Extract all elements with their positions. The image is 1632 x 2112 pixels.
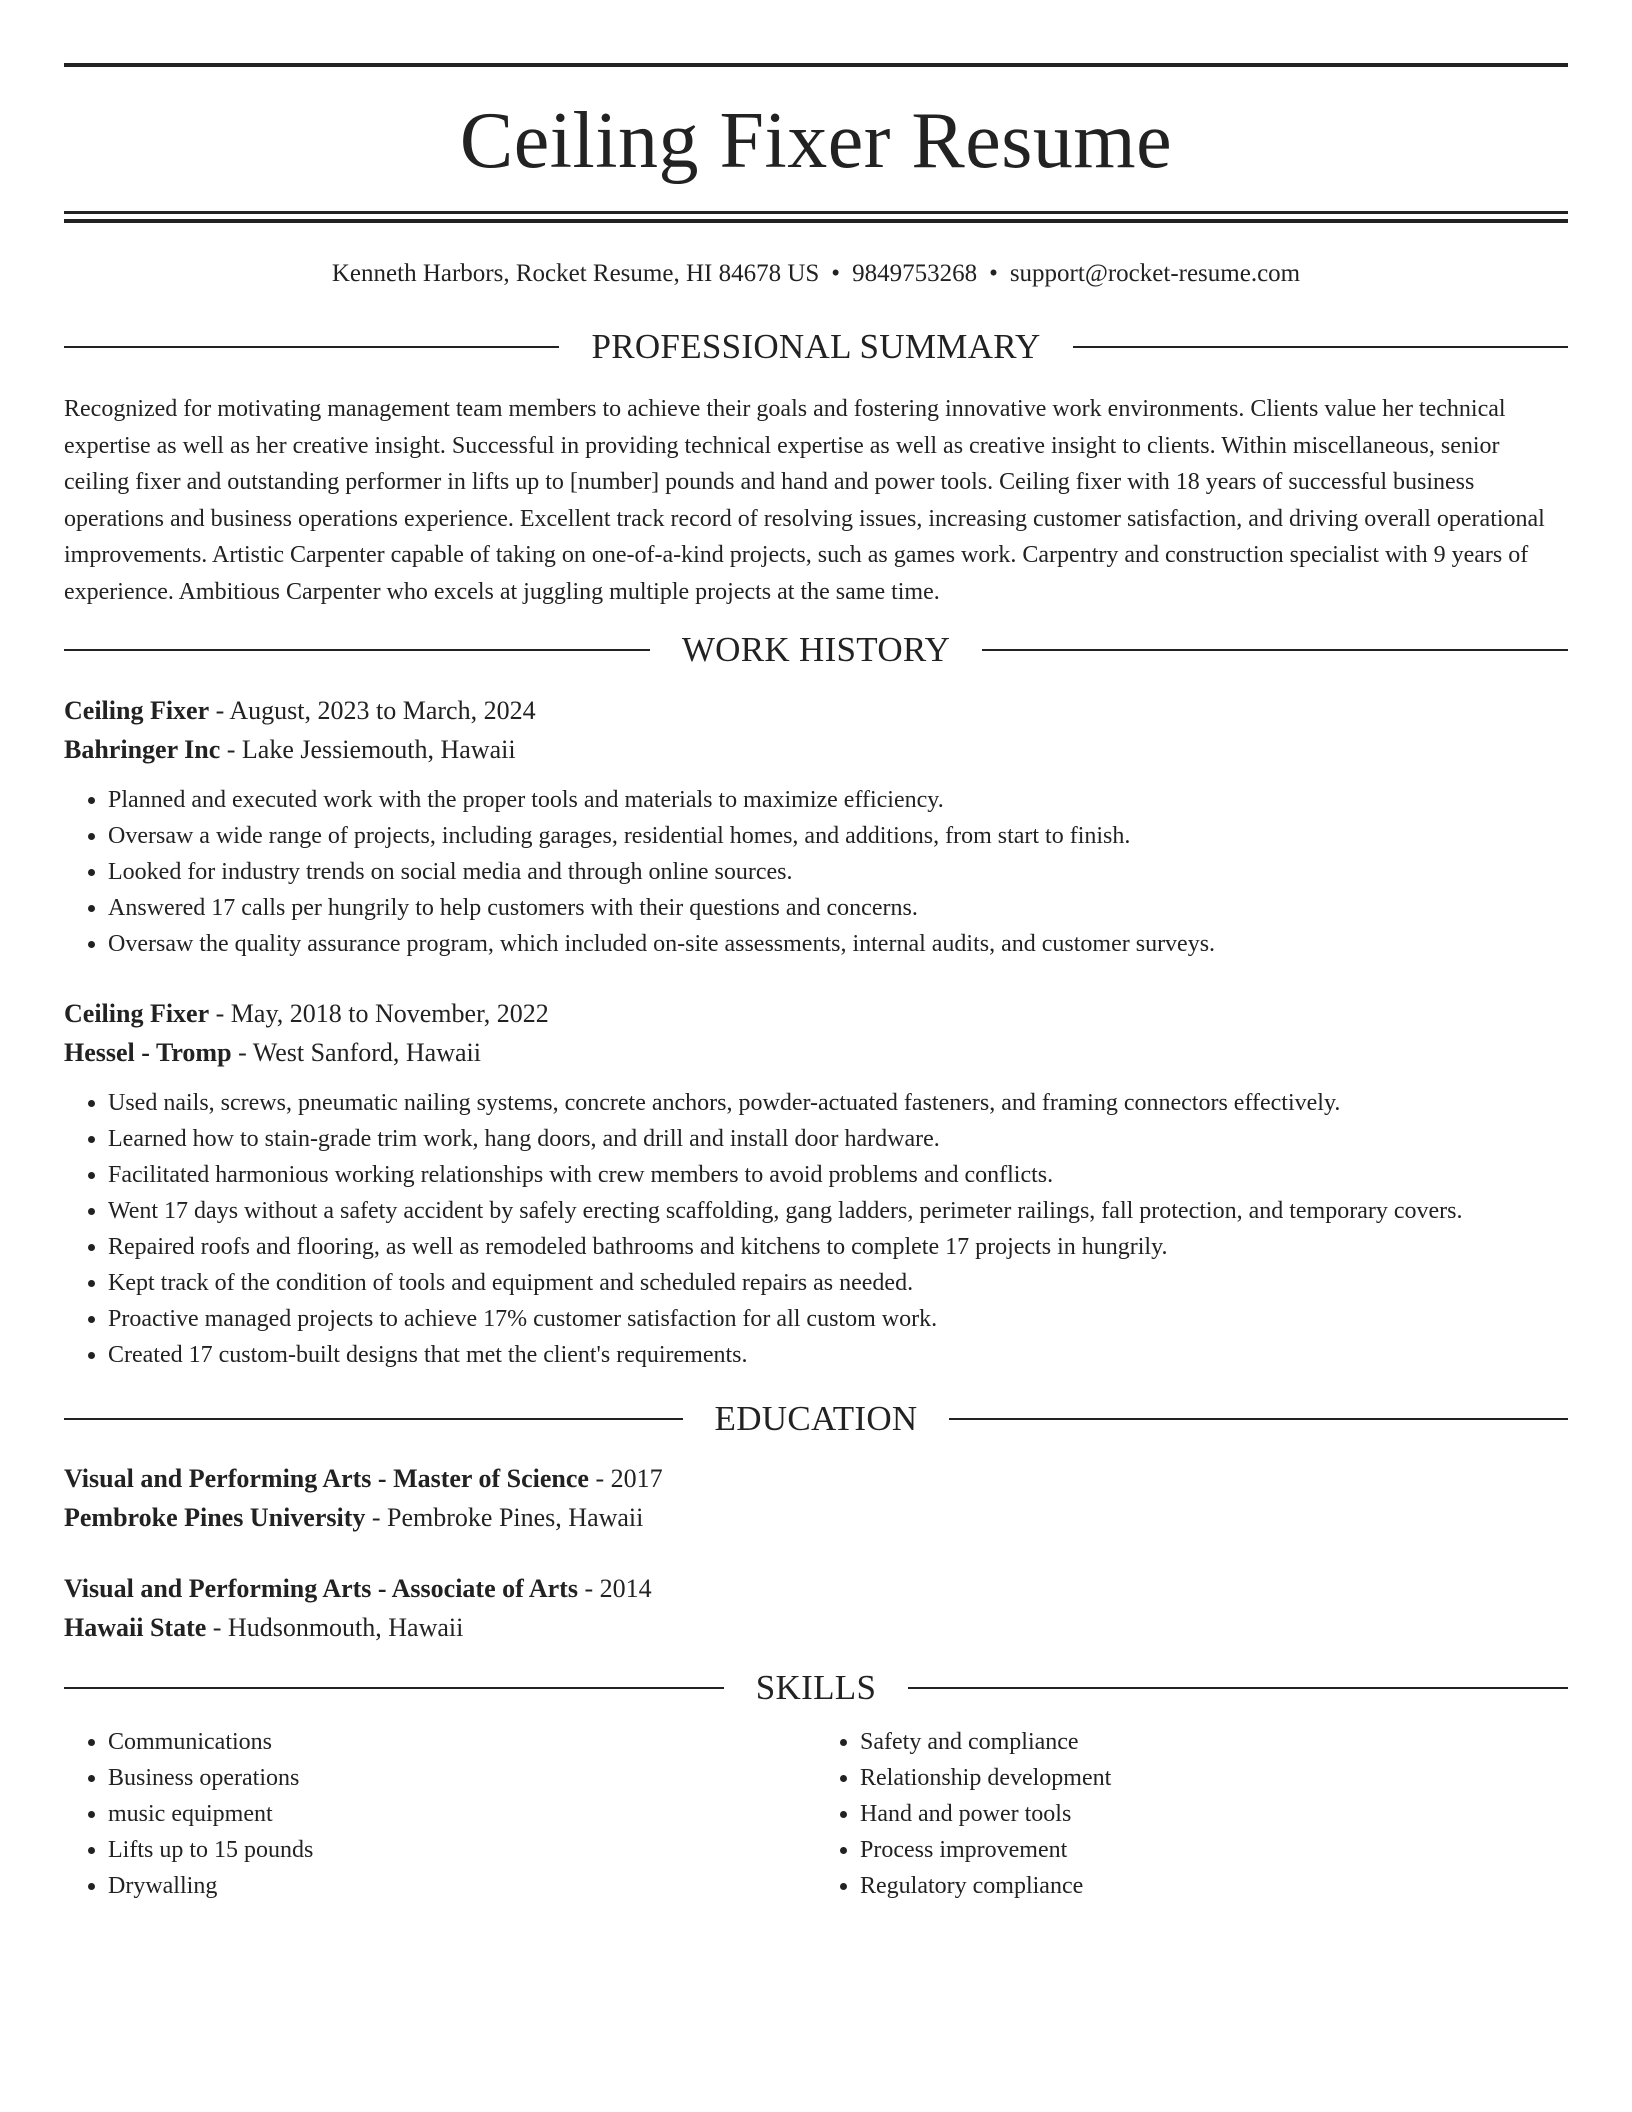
job-title-line: [64, 691, 1568, 730]
section-heading-label: EDUCATION: [714, 1399, 918, 1438]
list-item: • Went 17 days without a safety accident by safely erecting scaffolding, gang ladders, perimeter railings, fall protection, and temporary covers.: [108, 1193, 1568, 1229]
resume-title: Ceiling Fixer Resume: [459, 97, 1173, 185]
job-location: - West Sanford, Hawaii: [231, 1038, 481, 1067]
education-school-line: [64, 1608, 1568, 1647]
job-company: Bahringer Inc: [64, 735, 221, 764]
skill-item: • Communications: [108, 1724, 816, 1760]
list-item: • Planned and executed work with the proper tools and materials to maximize efficiency.: [108, 782, 1568, 818]
skill-item: • Safety and compliance: [860, 1724, 1568, 1760]
job-entry: [64, 691, 1568, 962]
education-year: - 2017: [588, 1464, 663, 1493]
education-entry: [64, 1569, 1568, 1647]
education-location: - Hudsonmouth, Hawaii: [206, 1613, 464, 1642]
education-degree-line: [64, 1459, 1568, 1498]
job-location: - Lake Jessiemouth, Hawaii: [220, 735, 516, 764]
education-degree: Visual and Performing Arts - Master of Science: [64, 1464, 589, 1493]
section-heading-work: [64, 630, 1568, 670]
job-title: Ceiling Fixer: [64, 999, 210, 1028]
contact-phone: 9849753268: [852, 260, 978, 287]
section-heading-summary: [64, 327, 1568, 367]
heading-rule: [64, 346, 559, 348]
section-heading-label: SKILLS: [755, 1668, 877, 1707]
job-dates: - May, 2018 to November, 2022: [209, 999, 549, 1028]
contact-address: Kenneth Harbors, Rocket Resume, HI 84678 US: [331, 260, 820, 287]
list-item: • Learned how to stain-grade trim work, hang doors, and drill and install door hardware.: [108, 1121, 1568, 1157]
job-dates: - August, 2023 to March, 2024: [209, 696, 536, 725]
education-school: Hawaii State: [64, 1613, 207, 1642]
list-item: • Looked for industry trends on social media and through online sources.: [108, 854, 1568, 890]
job-entry: [64, 994, 1568, 1373]
education-year: - 2014: [577, 1574, 652, 1603]
contact-line: [64, 259, 1568, 289]
education-degree-line: [64, 1569, 1568, 1608]
job-title: Ceiling Fixer: [64, 696, 210, 725]
list-item: • Oversaw the quality assurance program, which included on-site assessments, internal audits, and customer surveys.: [108, 926, 1568, 962]
list-item: • Created 17 custom-built designs that met the client's requirements.: [108, 1337, 1568, 1373]
contact-email: support@rocket-resume.com: [1009, 260, 1301, 287]
education-school: Pembroke Pines University: [64, 1503, 366, 1532]
list-item: • Kept track of the condition of tools and equipment and scheduled repairs as needed.: [108, 1265, 1568, 1301]
contact-separator: •: [831, 260, 841, 287]
heading-rule: [908, 1687, 1568, 1689]
contact-separator: •: [989, 260, 998, 287]
skill-item: • Regulatory compliance: [860, 1868, 1568, 1904]
education-school-line: [64, 1498, 1568, 1537]
education-degree: Visual and Performing Arts - Associate of Arts: [64, 1574, 578, 1603]
skill-item: • Drywalling: [108, 1868, 816, 1904]
skill-item: • Hand and power tools: [860, 1796, 1568, 1832]
heading-rule: [64, 1687, 724, 1689]
top-rule: [64, 63, 1568, 67]
job-company: Hessel - Tromp: [64, 1038, 232, 1067]
list-item: • Used nails, screws, pneumatic nailing systems, concrete anchors, powder-actuated fasteners, and framing connectors effectively.: [108, 1085, 1568, 1121]
education-entry: [64, 1459, 1568, 1537]
skill-item: • Process improvement: [860, 1832, 1568, 1868]
list-item: • Answered 17 calls per hungrily to help customers with their questions and concerns.: [108, 890, 1568, 926]
heading-rule: [1073, 346, 1568, 348]
skill-item: • Relationship development: [860, 1760, 1568, 1796]
heading-rule: [64, 1418, 683, 1420]
heading-rule: [64, 649, 650, 651]
list-item: • Proactive managed projects to achieve 17% customer satisfaction for all custom work.: [108, 1301, 1568, 1337]
skill-item: • Lifts up to 15 pounds: [108, 1832, 816, 1868]
summary-text: Recognized for motivating management team members to achieve their goals and fostering innovative work environments. Clients value her technical expertise as well as her creative insight. Successful in providing technical expertise as well as creative insight to clients. Within miscellaneous, senior ceiling fixer and outstanding performer in lifts up to [number] pounds and hand and power tools. Ceiling fixer with 18 years of successful business operations and business operations experience. Excellent track record of resolving issues, increasing customer satisfaction, and driving overall operational improvements. Artistic Carpenter capable of taking on one-of-a-kind projects, such as games work. Carpentry and construction specialist with 9 years of experience. Ambitious Carpenter who excels at juggling multiple projects at the same time.: [64, 396, 1545, 605]
list-item: • Repaired roofs and flooring, as well as remodeled bathrooms and kitchens to complete 17 projects in hungrily.: [108, 1229, 1568, 1265]
list-item: • Facilitated harmonious working relationships with crew members to avoid problems and conflicts.: [108, 1157, 1568, 1193]
skill-item: • Business operations: [108, 1760, 816, 1796]
job-company-line: [64, 1033, 1568, 1072]
skills-columns: [64, 1724, 1568, 1904]
section-heading-skills: [64, 1668, 1568, 1708]
section-heading-label: WORK HISTORY: [681, 630, 951, 669]
title-double-rule: [64, 211, 1568, 223]
skills-list-right: [816, 1724, 1568, 1904]
education-location: - Pembroke Pines, Hawaii: [365, 1503, 644, 1532]
skill-item: • music equipment: [108, 1796, 816, 1832]
list-item: • Oversaw a wide range of projects, including garages, residential homes, and additions, from start to finish.: [108, 818, 1568, 854]
job-bullets: [64, 782, 1568, 962]
section-heading-label: PROFESSIONAL SUMMARY: [591, 327, 1041, 366]
job-title-line: [64, 994, 1568, 1033]
heading-rule: [982, 649, 1568, 651]
skills-list-left: [64, 1724, 816, 1904]
job-company-line: [64, 730, 1568, 769]
section-heading-education: [64, 1399, 1568, 1439]
job-bullets: [64, 1085, 1568, 1373]
heading-rule: [949, 1418, 1568, 1420]
